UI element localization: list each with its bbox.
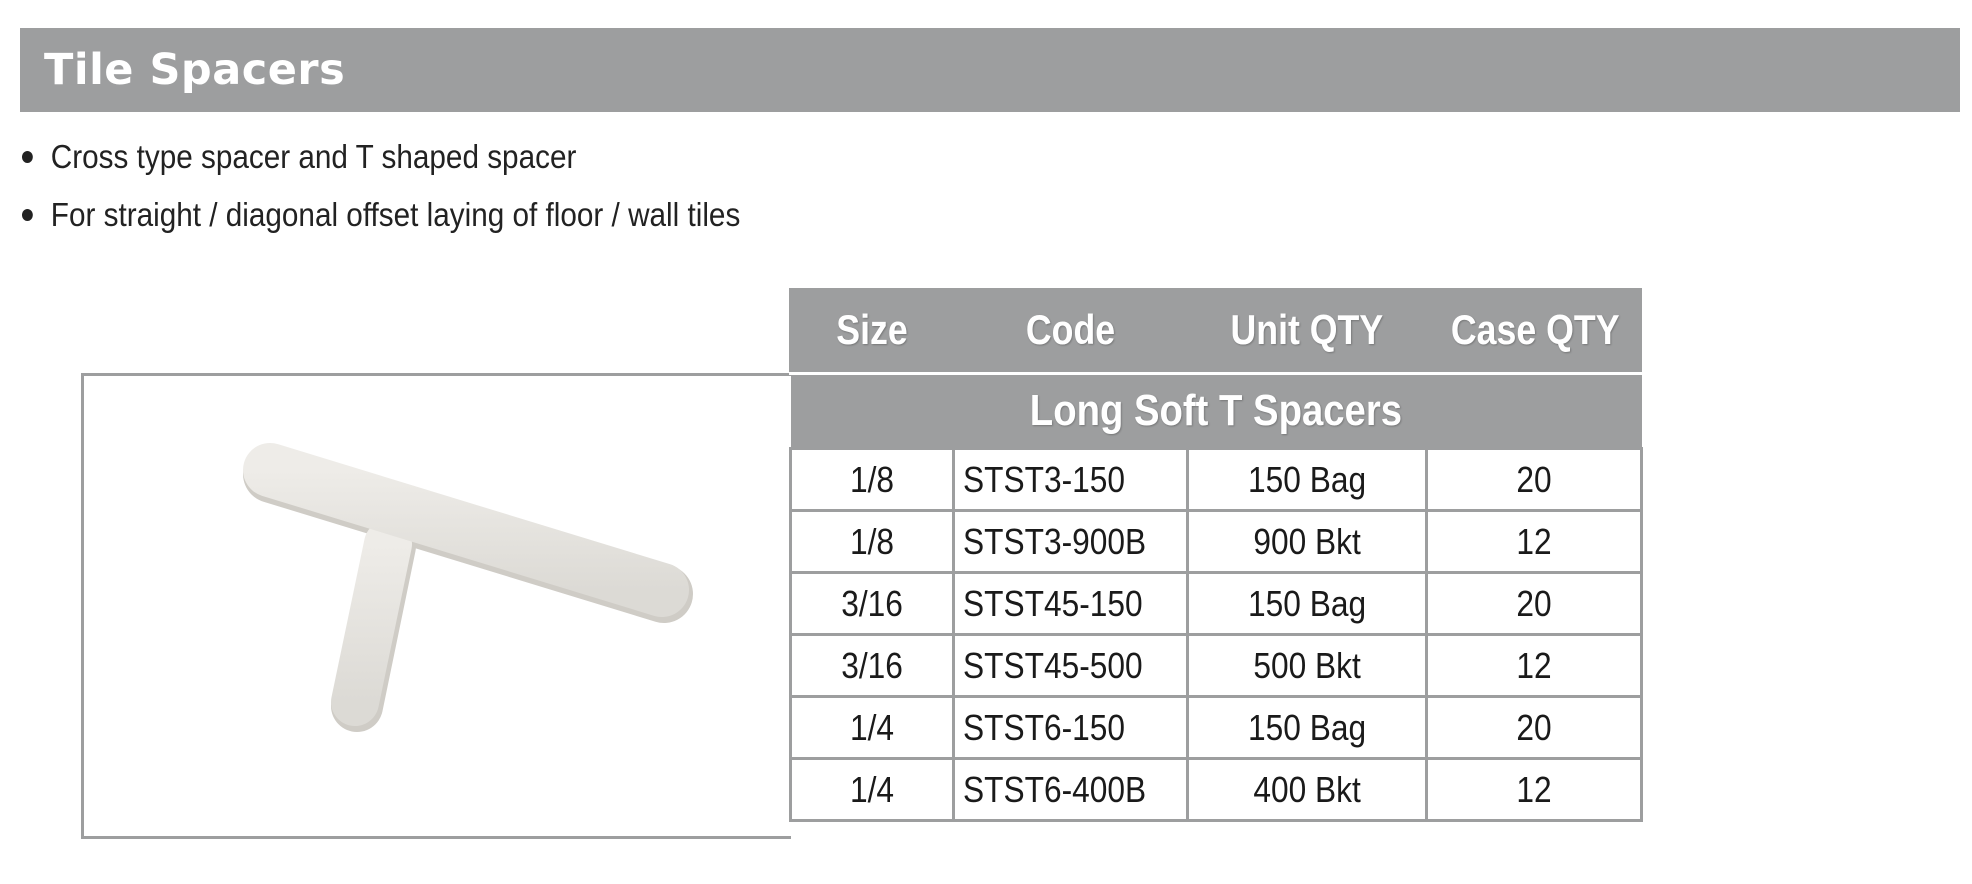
header-size: Size xyxy=(791,288,954,374)
cell-size: 1/8 xyxy=(791,449,954,511)
title-bar xyxy=(20,28,1960,112)
table-row xyxy=(791,449,1642,511)
bullet-icon xyxy=(22,151,33,163)
feature-list xyxy=(22,128,820,244)
cell-case-qty: 20 xyxy=(1427,697,1642,759)
bullet-icon xyxy=(22,209,33,221)
cell-size: 1/4 xyxy=(791,759,954,821)
page-title: Tile Spacers xyxy=(44,45,346,95)
header-code: Code xyxy=(954,288,1188,374)
spec-table xyxy=(789,288,1643,822)
table-row xyxy=(791,635,1642,697)
table-header-row xyxy=(791,288,1642,374)
cell-case-qty: 20 xyxy=(1427,449,1642,511)
cell-size: 1/8 xyxy=(791,511,954,573)
cell-code: STST45-150 xyxy=(954,573,1188,635)
feature-item xyxy=(22,128,740,186)
cell-unit-qty: 150 Bag xyxy=(1188,697,1427,759)
cell-code: STST3-150 xyxy=(954,449,1188,511)
cell-size: 3/16 xyxy=(791,635,954,697)
cell-code: STST3-900B xyxy=(954,511,1188,573)
cell-case-qty: 12 xyxy=(1427,635,1642,697)
feature-item xyxy=(22,186,740,244)
table-row xyxy=(791,759,1642,821)
table-row xyxy=(791,697,1642,759)
table-row xyxy=(791,511,1642,573)
cell-unit-qty: 500 Bkt xyxy=(1188,635,1427,697)
cell-size: 1/4 xyxy=(791,697,954,759)
table-row xyxy=(791,573,1642,635)
header-case-qty: Case QTY xyxy=(1427,288,1642,374)
cell-code: STST6-150 xyxy=(954,697,1188,759)
cell-unit-qty: 900 Bkt xyxy=(1188,511,1427,573)
cell-unit-qty: 400 Bkt xyxy=(1188,759,1427,821)
cell-size: 3/16 xyxy=(791,573,954,635)
feature-text: For straight / diagonal offset laying of floor / wall tiles xyxy=(50,196,741,233)
section-row xyxy=(791,374,1642,449)
t-shaped-spacer-icon xyxy=(84,376,791,836)
cell-unit-qty: 150 Bag xyxy=(1188,573,1427,635)
section-title: Long Soft T Spacers xyxy=(791,374,1642,449)
cell-unit-qty: 150 Bag xyxy=(1188,449,1427,511)
cell-case-qty: 12 xyxy=(1427,759,1642,821)
cell-code: STST6-400B xyxy=(954,759,1188,821)
header-unit-qty: Unit QTY xyxy=(1188,288,1427,374)
cell-case-qty: 20 xyxy=(1427,573,1642,635)
feature-text: Cross type spacer and T shaped spacer xyxy=(50,138,577,175)
cell-code: STST45-500 xyxy=(954,635,1188,697)
product-image-frame xyxy=(81,373,791,839)
cell-case-qty: 12 xyxy=(1427,511,1642,573)
